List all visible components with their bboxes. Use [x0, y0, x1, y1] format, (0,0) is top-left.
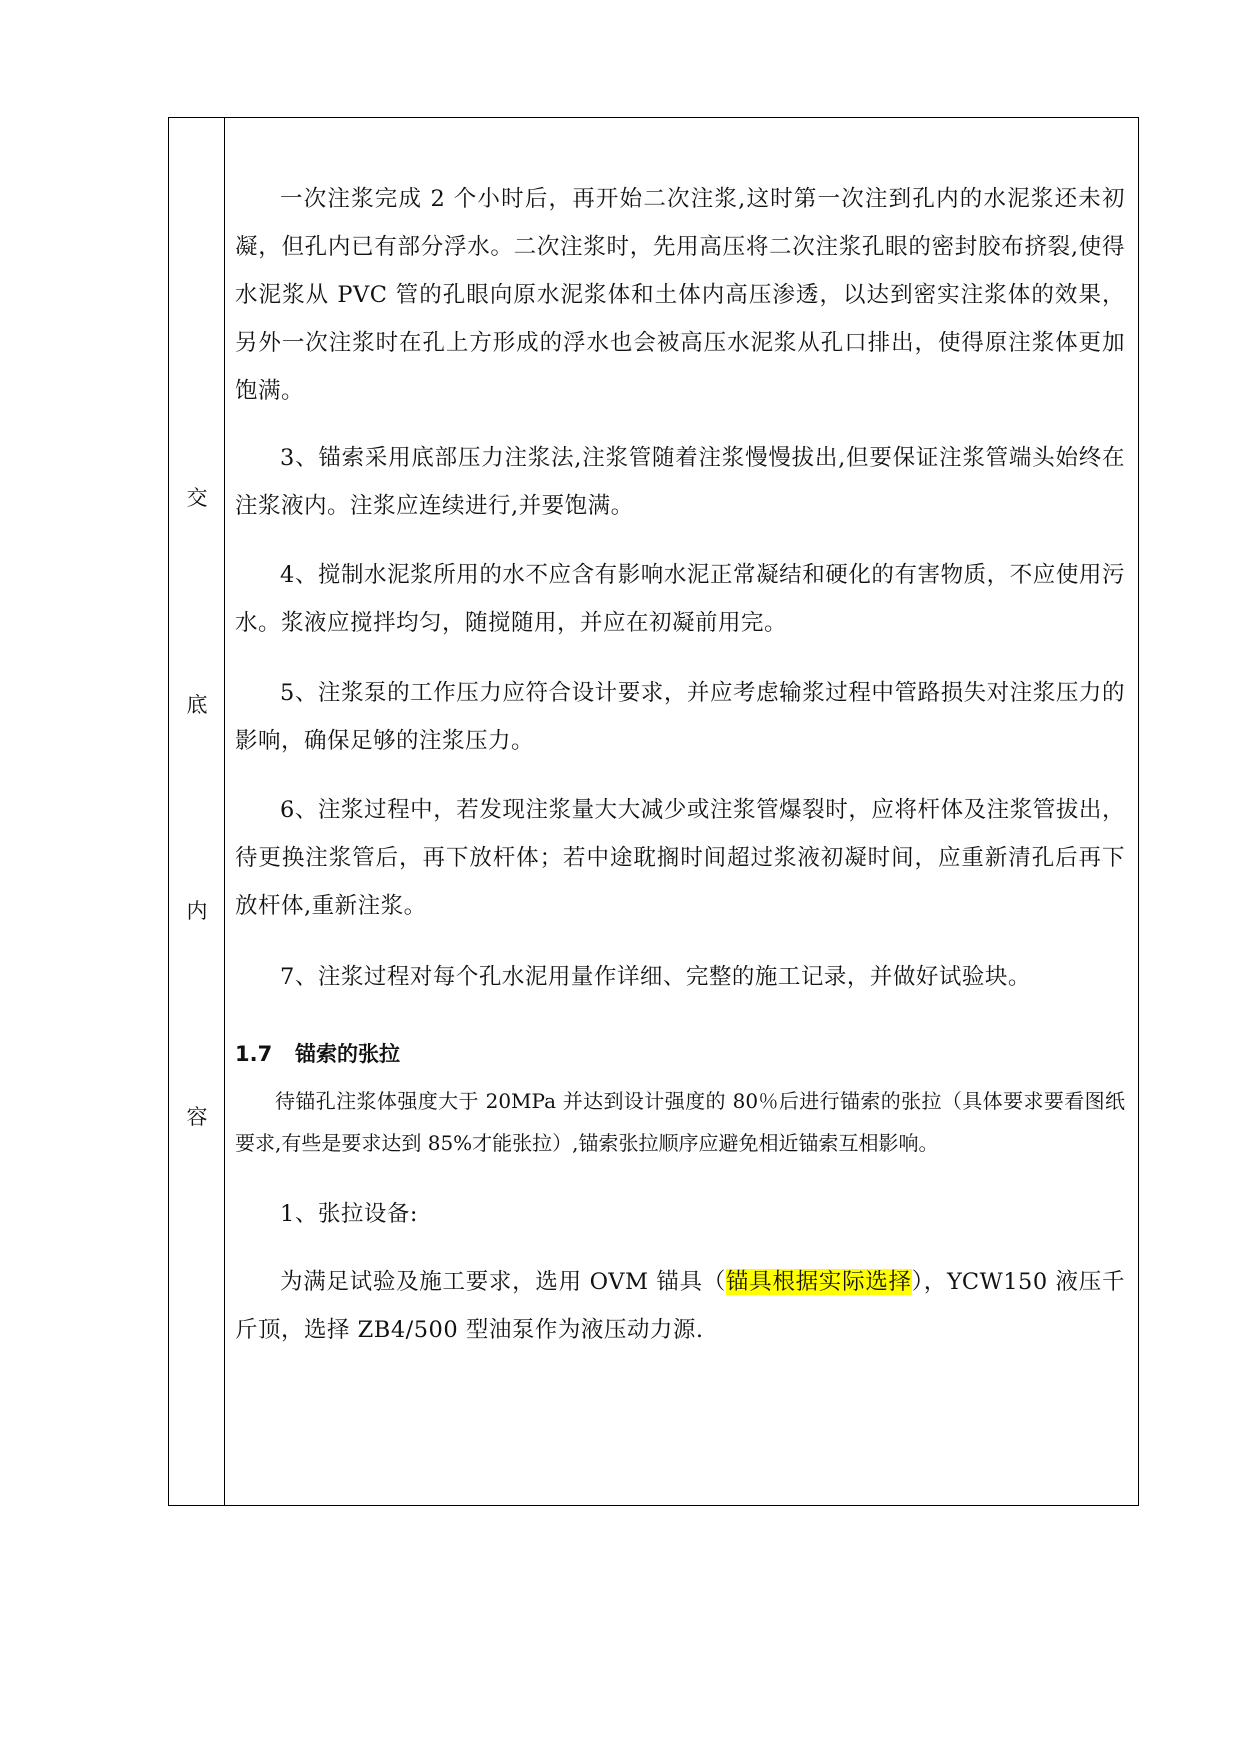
- paragraph-equipment: [235, 1258, 1125, 1354]
- paragraph-item-5: 5、注浆泵的工作压力应符合设计要求，并应考虑输浆过程中管路损失对注浆压力的影响，确保足够的注浆压力。: [235, 680, 1125, 754]
- paragraph-tension-intro: 待锚孔注浆体强度大于 20MPa 并达到设计强度的 80％后进行锚索的张拉（具体要求要看图纸要求,有些是要求达到 85%才能张拉）,锚索张拉顺序应避免相近锚索互相影响。: [235, 1089, 1125, 1155]
- section-number: 1.7: [235, 1042, 273, 1066]
- side-label-char: 容: [186, 1105, 208, 1129]
- side-label-char: 内: [186, 899, 208, 923]
- side-label-column: [169, 118, 225, 1505]
- document-table: [168, 117, 1139, 1506]
- side-label-char: 交: [186, 486, 208, 510]
- paragraph-item-7: 7、注浆过程对每个孔水泥用量作详细、完整的施工记录，并做好试验块。: [280, 964, 1031, 990]
- paragraph-item-6: 6、注浆过程中，若发现注浆量大大减少或注浆管爆裂时，应将杆体及注浆管拔出，待更换注浆管后，再下放杆体；若中途耽搁时间超过浆液初凝时间，应重新清孔后再下放杆体,重新注浆。: [235, 797, 1125, 919]
- equipment-text-after: ），YCW150 液压千斤顶，选择 ZB4/500 型油泵作为液压动力源.: [235, 1269, 1125, 1343]
- section-title: 锚索的张拉: [295, 1042, 400, 1066]
- side-label-char: 底: [186, 693, 208, 717]
- highlighted-note: 锚具根据实际选择: [726, 1269, 912, 1295]
- paragraph-item-3: 3、锚索采用底部压力注浆法,注浆管随着注浆慢慢拔出,但要保证注浆管端头始终在注浆液内。注浆应连续进行,并要饱满。: [235, 445, 1125, 519]
- equipment-text-before: 为满足试验及施工要求，选用 OVM 锚具（: [280, 1269, 727, 1295]
- section-heading: [235, 1038, 400, 1068]
- paragraph-item-4: 4、搅制水泥浆所用的水不应含有影响水泥正常凝结和硬化的有害物质，不应使用污水。浆液应搅拌均匀，随搅随用，并应在初凝前用完。: [235, 562, 1125, 636]
- paragraph-secondary-grouting: 一次注浆完成 2 个小时后，再开始二次注浆,这时第一次注到孔内的水泥浆还未初凝，但孔内已有部分浮水。二次注浆时，先用高压将二次注浆孔眼的密封胶布挤裂,使得水泥浆从 PVC 管的孔眼向原水泥浆体和土体内高压渗透，以达到密实注浆体的效果，另外一次注浆时在孔上方形成的浮水也会被高压水泥浆从孔口排出，使得原注浆体更加饱满。: [235, 186, 1125, 404]
- equipment-heading: 1、张拉设备:: [280, 1201, 418, 1227]
